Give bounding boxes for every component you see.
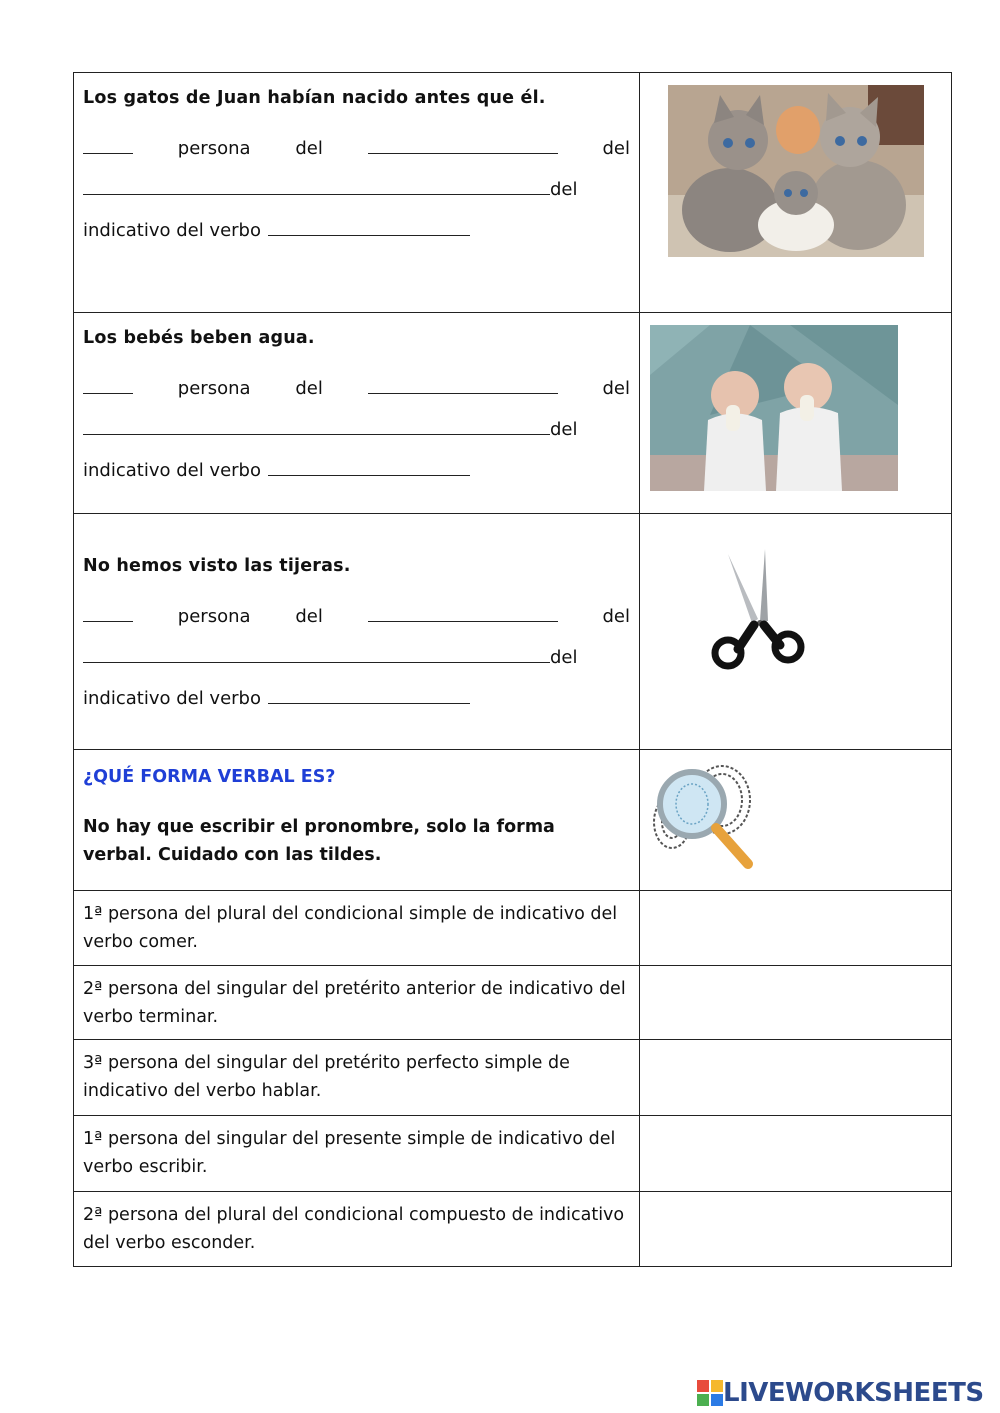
blank-tense[interactable] xyxy=(83,193,550,195)
label-del: del xyxy=(602,138,630,159)
magnifier-fingerprint-icon xyxy=(650,760,760,875)
scissors-icon xyxy=(710,549,810,674)
label-del: del xyxy=(550,179,578,200)
label-del: del xyxy=(295,138,323,159)
sentence: No hemos visto las tijeras. xyxy=(83,556,351,576)
section-title: ¿QUÉ FORMA VERBAL ES? xyxy=(83,767,336,787)
section-header-row xyxy=(74,750,952,891)
blank-person[interactable] xyxy=(83,392,133,394)
answer-input[interactable] xyxy=(640,1116,951,1191)
blank-tense[interactable] xyxy=(83,433,550,435)
blank-number[interactable] xyxy=(368,392,558,394)
blank-number[interactable] xyxy=(368,152,558,154)
blank-person[interactable] xyxy=(83,620,133,622)
prompt-text: 1ª persona del plural del condicional simple de indicativo del verbo comer. xyxy=(83,904,618,952)
label-del: del xyxy=(602,606,630,627)
prompt-text: 2ª persona del singular del pretérito anterior de indicativo del verbo terminar. xyxy=(83,979,626,1027)
label-indicativo: indicativo del verbo xyxy=(83,460,261,481)
label-persona: persona xyxy=(177,378,251,399)
exercise-row xyxy=(74,73,952,313)
label-indicativo: indicativo del verbo xyxy=(83,220,261,241)
blank-verb[interactable] xyxy=(268,474,470,476)
blank-tense[interactable] xyxy=(83,661,550,663)
blank-person[interactable] xyxy=(83,152,133,154)
exercise-row xyxy=(74,514,952,750)
prompt-row xyxy=(74,1116,952,1192)
label-persona: persona xyxy=(177,606,251,627)
exercise-row xyxy=(74,313,952,514)
worksheet-table xyxy=(73,72,952,1267)
logo-grid-icon xyxy=(697,1380,723,1406)
answer-input[interactable] xyxy=(640,1192,951,1266)
section-instructions: No hay que escribir el pronombre, solo la forma verbal. Cuidado con las tildes. xyxy=(83,817,555,865)
prompt-text: 1ª persona del singular del presente simple de indicativo del verbo escribir. xyxy=(83,1129,616,1177)
liveworksheets-logo[interactable] xyxy=(697,1378,984,1408)
prompt-row xyxy=(74,891,952,966)
label-del: del xyxy=(550,647,578,668)
prompt-row xyxy=(74,966,952,1040)
label-indicativo: indicativo del verbo xyxy=(83,688,261,709)
label-del: del xyxy=(295,606,323,627)
prompt-row xyxy=(74,1040,952,1116)
answer-input[interactable] xyxy=(640,966,951,1039)
answer-input[interactable] xyxy=(640,891,951,965)
babies-photo xyxy=(650,325,898,491)
brand-name: LIVEWORKSHEETS xyxy=(723,1378,984,1408)
label-del: del xyxy=(550,419,578,440)
prompt-row xyxy=(74,1192,952,1267)
sentence: Los bebés beben agua. xyxy=(83,328,315,348)
blank-verb[interactable] xyxy=(268,234,470,236)
answer-input[interactable] xyxy=(640,1040,951,1115)
label-del: del xyxy=(602,378,630,399)
blank-number[interactable] xyxy=(368,620,558,622)
prompt-text: 2ª persona del plural del condicional compuesto de indicativo del verbo esconder. xyxy=(83,1205,625,1253)
prompt-text: 3ª persona del singular del pretérito perfecto simple de indicativo del verbo hablar. xyxy=(83,1053,570,1101)
sentence: Los gatos de Juan habían nacido antes que él. xyxy=(83,88,546,108)
kittens-photo xyxy=(668,85,924,257)
blank-verb[interactable] xyxy=(268,702,470,704)
label-persona: persona xyxy=(177,138,251,159)
label-del: del xyxy=(295,378,323,399)
